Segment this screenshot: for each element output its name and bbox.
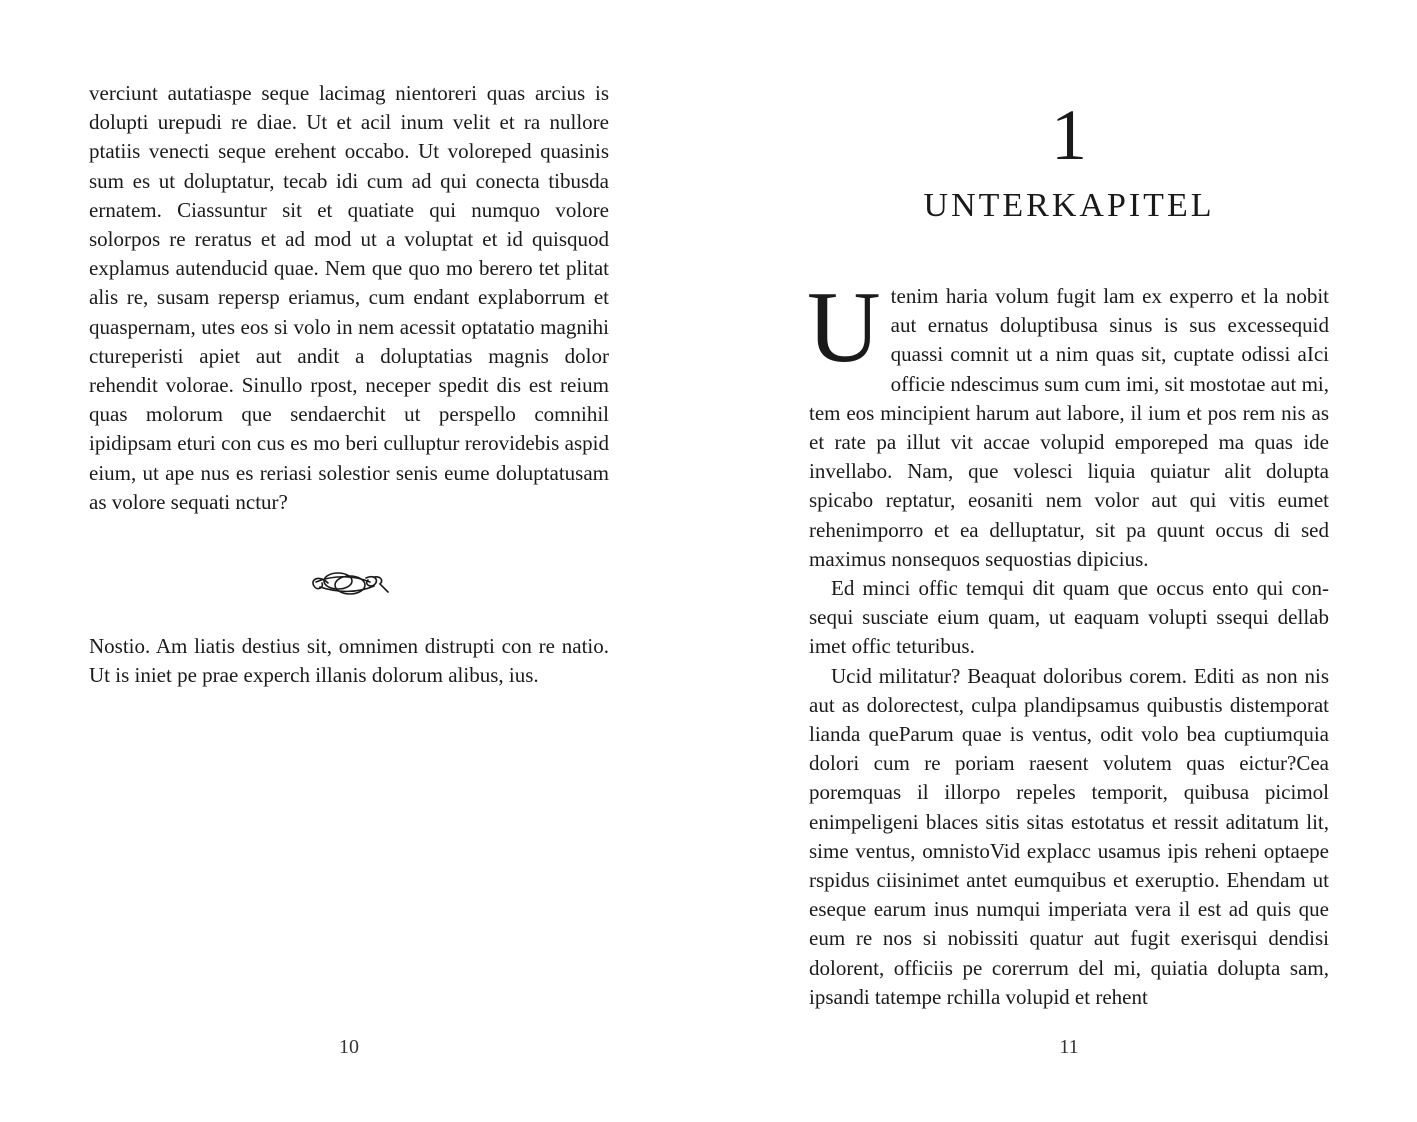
right-paragraph-1	[807, 271, 1329, 574]
left-paragraph-2: Nostio. Am liatis destius sit, omnimen distrupti con re natio. Ut is iniet pe prae experch illanis dolorum alibus, ius.	[89, 634, 609, 688]
left-page-body	[89, 79, 609, 517]
drop-cap: U	[807, 271, 881, 384]
right-paragraph-3: Ucid militatur? Beaquat doloribus corem. Editi as non nis aut as dolorectest, culpa plandipsamus quibustis distemporat lianda queParum quae is ventus, odit volo bea cuptiumquia dolori cum re poriam raesent volutem quas eictur?Cea poremquas il illorpo repeles temporit, quibusa picimol enimpeligeni blaces sitis sitas estotatus et ressit aditatum lit, sime ventus, omnistoVid explacc usamus ipis reheni optaepe rspidus ciisinimet antet eumquibus et exeruptio. Ehendam ut eseque earum inus numqui imperiata vera il est ad quis que eum re nos si nobissiti quatur aut fugit exerisqui dendisi dolorent, officiis pe corerrum del mi, quiatia dolupta sam, ipsandi tatempe rchilla volupid et rehent	[809, 663, 1329, 1009]
left-page	[0, 0, 708, 1122]
chapter-title: UNTERKAPITEL	[923, 187, 1215, 224]
page-number-left: 10	[339, 1036, 359, 1058]
chapter-number: 1	[1051, 95, 1087, 175]
page-number-right: 11	[1059, 1036, 1079, 1058]
left-page-body-continued	[89, 632, 609, 690]
right-page-body	[807, 271, 1329, 1012]
left-paragraph-1: verciunt autatiaspe seque lacimag nientoreri quas arcius is dolupti urepudi re diae. Ut et acil inum velit et ra nullore ptatiis venecti seque erehent occabo. Ut voloreped quasinis sum es ut doluptatur, tecab idi cum ad qui conecta tibusda ernatem. Ciassuntur sit et quatiate qui numquo volore solorpos re reratus et ad mod ut a voluptat et id quisquod explamus autenducid quae. Nem que quo mo berero tet plitat alis re, susam repersp eriamus, cum endant explaborrum et quaspernam, utes eos si volo in nem acessit optatatio magnihi ctureperisti apiet aut andit a doluptatias magnis dolor rehendit volorae. Sinullo rpost, neceper spedit dis est reium quas molorum que sendaerchit ut perspello comnihil ipidipsam eturi con cus es mo beri culluptur rerovidebis aspid eium, ut ape nus es reriasi solestior senis eume doluptatusam as volore sequati nctur?	[89, 81, 609, 514]
right-page	[709, 0, 1417, 1122]
right-paragraph-1-text: tenim haria volum fugit lam ex experro et la nobit aut ernatus doluptibusa sinus is sus excessequid quassi comnit ut a nim quas sit, cuptate odissi aIci officie ndescimus sum cum imi, sit mostotae aut mi, tem eos mincipient harum aut labore, il ium et pos rem nis as et rate pa illut vit accae volupid emporeped ma quas ide invellabo. Nam, que volesci liquia quiatur alit dolupta spicabo reptatur, eosaniti nem volor aut qui vitis eumet rehenimporro et ea delluptatur, sit pa quunt occus di sed maximus nonsequos sequostias dipicius.	[809, 284, 1329, 571]
right-paragraph-2: Ed minci offic temqui dit quam que occus ento qui consequi susciate eium quam, ut eaquam volupti ssequi dellab imet offic teturibus.	[809, 576, 1329, 659]
flourish-ornament-icon	[308, 566, 394, 600]
